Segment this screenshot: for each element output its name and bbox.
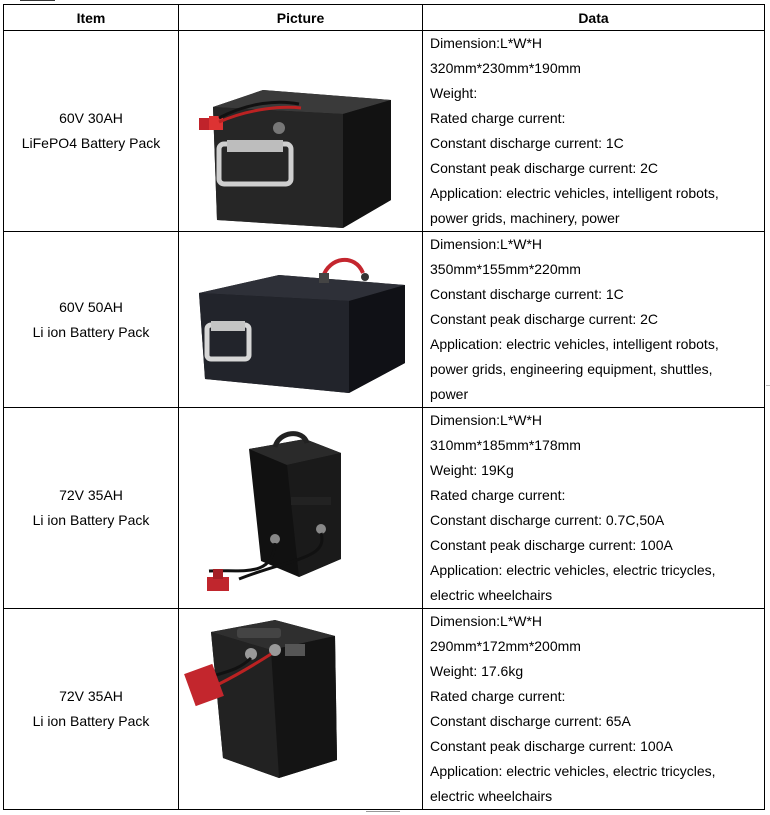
stray-mark — [766, 385, 770, 386]
spec-discharge: Constant discharge current: 0.7C,50A — [430, 512, 665, 528]
spec-application-cont: power — [430, 386, 469, 402]
data-cell — [423, 408, 765, 609]
picture-cell — [179, 232, 423, 408]
item-type: Li ion Battery Pack — [32, 323, 150, 340]
battery-pack-image — [179, 32, 423, 231]
table-row — [4, 31, 765, 232]
stray-mark — [366, 811, 400, 815]
header-picture: Picture — [179, 5, 423, 31]
table-row — [4, 609, 765, 810]
spec-application-cont: power grids, machinery, power — [430, 210, 620, 226]
spec-application: Application: electric vehicles, electric tricycles, — [430, 763, 716, 779]
header-item: Item — [4, 5, 179, 31]
spec-rated-charge: Rated charge current: — [430, 110, 566, 126]
item-name: 60V 30AH — [59, 110, 123, 126]
spec-weight: Weight: — [430, 85, 478, 101]
spec-weight: Weight: 17.6kg — [430, 663, 524, 679]
battery-pack-image — [179, 233, 423, 407]
spec-dimension-value: 350mm*155mm*220mm — [430, 261, 581, 277]
table-row — [4, 408, 765, 609]
spec-application-cont: power grids, engineering equipment, shuttles, — [430, 361, 713, 377]
item-type: Li ion Battery Pack — [32, 512, 150, 528]
battery-spec-table — [3, 4, 765, 810]
spec-peak-discharge: Constant peak discharge current: 2C — [430, 311, 659, 327]
spec-peak-discharge: Constant peak discharge current: 100A — [430, 537, 673, 553]
spec-peak-discharge: Constant peak discharge current: 2C — [430, 160, 659, 176]
item-cell — [4, 232, 179, 408]
spec-dimension-label: Dimension:L*W*H — [430, 412, 543, 428]
item-cell — [4, 408, 179, 609]
spec-application: Application: electric vehicles, intelligent robots, — [430, 185, 719, 201]
spec-discharge: Constant discharge current: 1C — [430, 135, 624, 151]
spec-peak-discharge: Constant peak discharge current: 100A — [430, 738, 673, 754]
spec-dimension-value: 320mm*230mm*190mm — [430, 60, 581, 76]
item-name: 72V 35AH — [59, 487, 123, 503]
spec-discharge: Constant discharge current: 1C — [430, 286, 624, 302]
stray-mark — [20, 0, 55, 1]
item-name: 60V 50AH — [59, 298, 123, 315]
item-cell — [4, 609, 179, 810]
spec-dimension-label: Dimension:L*W*H — [430, 613, 543, 629]
data-cell — [423, 232, 765, 408]
table-row — [4, 232, 765, 408]
spec-rated-charge: Rated charge current: — [430, 688, 566, 704]
spec-weight: Weight: 19Kg — [430, 462, 514, 478]
spec-discharge: Constant discharge current: 65A — [430, 713, 631, 729]
data-cell — [423, 609, 765, 810]
item-name: 72V 35AH — [59, 688, 123, 704]
spec-application: Application: electric vehicles, intelligent robots, — [430, 336, 719, 352]
data-cell — [423, 31, 765, 232]
item-cell — [4, 31, 179, 232]
battery-pack-image — [179, 409, 423, 608]
battery-pack-image — [179, 610, 423, 809]
spec-dimension-value: 310mm*185mm*178mm — [430, 437, 581, 453]
picture-cell — [179, 609, 423, 810]
spec-rated-charge: Rated charge current: — [430, 487, 566, 503]
table-header-row — [4, 5, 765, 31]
spec-dimension-label: Dimension:L*W*H — [430, 236, 543, 252]
picture-cell — [179, 408, 423, 609]
item-type: Li ion Battery Pack — [32, 713, 150, 729]
item-type: LiFePO4 Battery Pack — [21, 135, 161, 151]
picture-cell — [179, 31, 423, 232]
spec-application: Application: electric vehicles, electric tricycles, — [430, 562, 716, 578]
spec-dimension-label: Dimension:L*W*H — [430, 35, 543, 51]
spec-dimension-value: 290mm*172mm*200mm — [430, 638, 581, 654]
spec-application-cont: electric wheelchairs — [430, 587, 553, 603]
header-data: Data — [423, 5, 765, 31]
spec-application-cont: electric wheelchairs — [430, 788, 553, 804]
